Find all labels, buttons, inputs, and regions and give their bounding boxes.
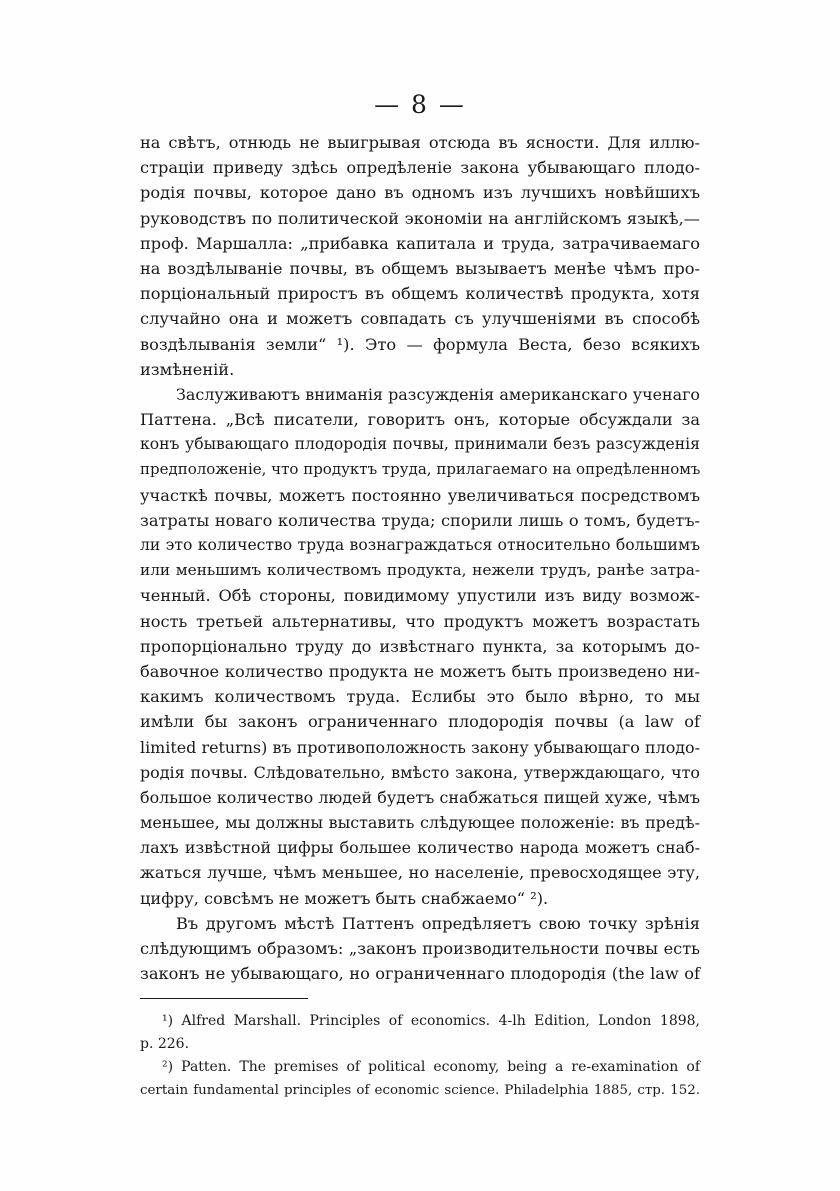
body-line: какимъ количествомъ труда. Еслибы это было вѣрно, то мы xyxy=(140,687,700,707)
body-line: Въ другомъ мѣстѣ Паттенъ опредѣляетъ свою точку зрѣнія xyxy=(176,913,700,933)
body-line: руководствъ по политической экономіи на англійскомъ языкѣ,— xyxy=(140,208,700,228)
body-line: ли это количество труда вознаграждаться относительно большимъ xyxy=(140,536,700,554)
body-line: Заслуживаютъ вниманія разсужденія американскаго ученаго xyxy=(176,384,700,404)
body-line: случайно она и можетъ совпадать съ улучшеніями въ способѣ xyxy=(140,309,700,329)
body-line: цифру, совсѣмъ не можетъ быть снабжаемо“ ²). xyxy=(140,888,549,908)
body-line: большое количество людей будетъ снабжаться пищей хуже, чѣмъ xyxy=(140,787,700,807)
body-line: на свѣтъ, отнюдь не выигрывая отсюда въ ясности. Для иллю- xyxy=(140,133,700,152)
body-line: порціональный приростъ въ общемъ количествѣ продукта, хотя xyxy=(140,284,700,304)
footnote-line: ²) Patten. The premises of political economy, being a re-examination of xyxy=(162,1059,700,1075)
body-line: или меньшимъ количествомъ продукта, нежели трудъ, ранѣе затра- xyxy=(140,561,700,580)
body-line: limited returns) въ противоположность закону убывающаго плодо- xyxy=(140,737,700,757)
body-line: меньшее, мы должны выставить слѣдующее положеніе: въ предѣ- xyxy=(140,813,700,833)
body-line: измѣненій. xyxy=(140,359,235,379)
body-line: страціи приведу здѣсь опредѣленіе закона убывающаго плодо- xyxy=(140,158,700,178)
footnote-line: ¹) Alfred Marshall. Principles of economics. 4-lh Edition, London 1898, xyxy=(162,1013,700,1029)
body-line: ность третьей альтернативы, что продуктъ можетъ возрастать xyxy=(140,611,700,631)
body-text xyxy=(140,130,700,986)
body-line: родія почвы. Слѣдовательно, вмѣсто закона, утверждающаго, что xyxy=(140,762,700,782)
body-line: слѣдующимъ образомъ: „законъ производительности почвы есть xyxy=(140,939,700,958)
body-line: законъ не убывающаго, но ограниченнаго плодородія (the law of xyxy=(140,964,700,984)
body-line: ченный. Обѣ стороны, повидимому упустили изъ виду возмож- xyxy=(140,586,700,606)
footnotes xyxy=(140,1010,700,1102)
body-line: на воздѣлываніе почвы, въ общемъ вызываетъ менѣе чѣмъ про- xyxy=(140,258,700,278)
body-line: конъ убывающаго плодородія почвы, принимали безъ разсужденія xyxy=(140,435,700,454)
body-line: проф. Маршалла: „прибавка капитала и труда, затрачиваемаго xyxy=(140,233,700,253)
body-line: жаться лучше, чѣмъ меньшее, но населеніе, превосходящее эту, xyxy=(140,863,700,883)
body-line: бавочное количество продукта не можетъ быть произведено ни- xyxy=(140,661,700,681)
body-line: участкѣ почвы, можетъ постоянно увеличиваться посредствомъ xyxy=(140,485,700,505)
body-line: Паттена. „Всѣ писатели, говоритъ онъ, которые обсуждали за xyxy=(140,410,700,430)
body-line: родія почвы, которое дано въ одномъ изъ лучшихъ новѣйшихъ xyxy=(140,183,700,203)
body-line: предположеніе, что продуктъ труда, прилагаемаго на опредѣленномъ xyxy=(140,460,701,479)
footnote-line: certain fundamental principles of economic science. Philadelphia 1885, стр. 152. xyxy=(140,1083,700,1098)
body-line: имѣли бы законъ ограниченнаго плодородія почвы (a law of xyxy=(140,712,700,732)
footnote-line: p. 226. xyxy=(140,1036,190,1052)
footnote-divider xyxy=(140,998,308,999)
body-line: воздѣлыванія земли“ ¹). Это — формула Веста, безо всякихъ xyxy=(140,334,700,354)
body-line: затраты новаго количества труда; спорили лишь о томъ, будетъ- xyxy=(140,510,700,530)
page-number: — 8 — xyxy=(374,90,466,119)
body-line: лахъ извѣстной цифры большее количество народа можетъ снаб- xyxy=(140,838,700,858)
body-line: пропорціонально труду до извѣстнаго пункта, за которымъ до- xyxy=(140,636,700,656)
